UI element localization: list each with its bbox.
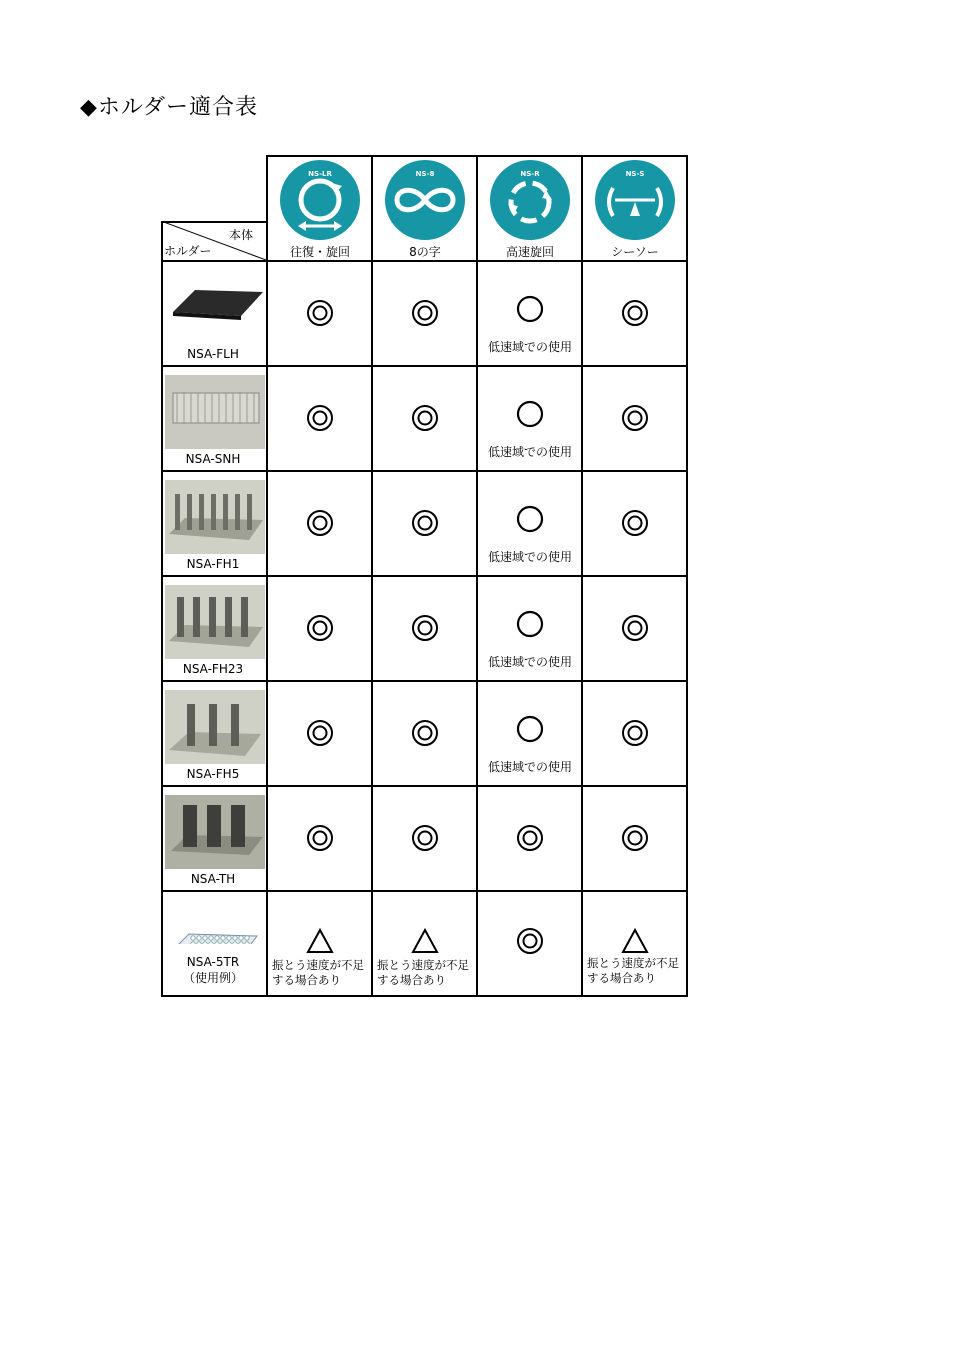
- circle-mark: [515, 294, 545, 324]
- usage-note: 低速域での使用: [487, 340, 572, 354]
- column-label: 8の字: [409, 245, 441, 259]
- grid-line-col: [266, 155, 268, 997]
- double-circle-mark: [620, 508, 650, 538]
- double-circle-mark: [620, 613, 650, 643]
- usage-note: 振とう速度が不足 する場合あり: [272, 958, 364, 987]
- corner-label-main-unit: 本体: [229, 228, 254, 242]
- corner-label-holder: ホルダー: [164, 244, 212, 258]
- grid-line-col: [476, 155, 478, 997]
- holder-photo: [165, 375, 265, 449]
- double-circle-mark: [410, 508, 440, 538]
- column-label: 往復・旋回: [289, 245, 350, 259]
- column-label: 高速旋回: [505, 245, 554, 259]
- holder-photo: [165, 690, 265, 764]
- double-circle-mark: [410, 403, 440, 433]
- double-circle-mark: [305, 298, 335, 328]
- high-speed-rotation-icon: [490, 160, 570, 240]
- triangle-mark: [410, 926, 440, 956]
- grid-line-row: [161, 260, 686, 262]
- grid-line-row: [161, 365, 686, 367]
- model-badge: NS-LR: [308, 170, 332, 178]
- holder-name: NSA-5TR: [186, 955, 240, 969]
- usage-note: 低速域での使用: [487, 445, 572, 459]
- triangle-mark: [620, 926, 650, 956]
- grid-line-col: [581, 155, 583, 997]
- holder-photo: [165, 904, 265, 944]
- double-circle-mark: [620, 298, 650, 328]
- grid-line-col: [371, 155, 373, 997]
- double-circle-mark: [410, 718, 440, 748]
- double-circle-mark: [305, 823, 335, 853]
- page-title: ◆ホルダー適合表: [80, 95, 259, 120]
- seesaw-icon: [595, 160, 675, 240]
- model-badge: NS-8: [415, 170, 435, 178]
- double-circle-mark: [620, 403, 650, 433]
- holder-name: NSA-FH1: [186, 557, 240, 571]
- double-circle-mark: [620, 718, 650, 748]
- usage-note: 低速域での使用: [487, 760, 572, 774]
- circle-mark: [515, 504, 545, 534]
- double-circle-mark: [305, 403, 335, 433]
- grid-line-row: [161, 470, 686, 472]
- grid-line-row: [161, 890, 686, 892]
- holder-compatibility-table: [161, 155, 686, 994]
- holder-name: NSA-FLH: [187, 347, 239, 361]
- holder-name-note: （使用例）: [182, 971, 243, 985]
- usage-note: 低速域での使用: [487, 655, 572, 669]
- circle-mark: [515, 399, 545, 429]
- holder-photo: [165, 480, 265, 554]
- usage-note: 低速域での使用: [487, 550, 572, 564]
- double-circle-mark: [410, 298, 440, 328]
- holder-photo: [165, 795, 265, 869]
- double-circle-mark: [410, 613, 440, 643]
- holder-photo: [165, 585, 265, 659]
- model-badge: NS-R: [520, 170, 540, 178]
- grid-line-row: [161, 680, 686, 682]
- circle-mark: [515, 609, 545, 639]
- grid-line-row: [161, 995, 686, 997]
- double-circle-mark: [515, 926, 545, 956]
- usage-note: 振とう速度が不足 する場合あり: [377, 958, 469, 987]
- holder-name: NSA-FH5: [186, 767, 240, 781]
- triangle-mark: [305, 926, 335, 956]
- holder-name: NSA-TH: [190, 872, 236, 886]
- holder-name: NSA-FH23: [182, 662, 244, 676]
- double-circle-mark: [410, 823, 440, 853]
- holder-name: NSA-SNH: [185, 452, 241, 466]
- column-label: シーソー: [611, 245, 659, 259]
- circle-mark: [515, 714, 545, 744]
- grid-line-row: [161, 785, 686, 787]
- grid-line-row: [161, 575, 686, 577]
- figure-eight-icon: [385, 160, 465, 240]
- double-circle-mark: [305, 613, 335, 643]
- holder-photo: [165, 270, 265, 344]
- double-circle-mark: [620, 823, 650, 853]
- reciprocal-rotation-icon: [280, 160, 360, 240]
- usage-note: 振とう速度が不足 する場合あり: [587, 956, 679, 985]
- double-circle-mark: [305, 508, 335, 538]
- grid-line-col: [686, 155, 688, 997]
- double-circle-mark: [515, 823, 545, 853]
- double-circle-mark: [305, 718, 335, 748]
- model-badge: NS-S: [625, 170, 645, 178]
